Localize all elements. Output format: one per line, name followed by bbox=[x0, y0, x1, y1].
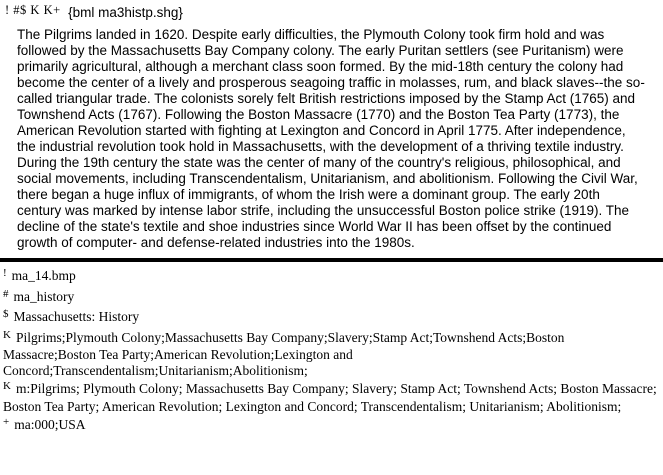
footnote-row-build-tag bbox=[3, 268, 658, 286]
footnote-row-multikey bbox=[3, 381, 658, 414]
section-divider bbox=[0, 258, 663, 262]
footnote-row-keywords bbox=[3, 330, 658, 379]
footnote-text: Pilgrims;Plymouth Colony;Massachusetts Bay Company;Slavery;Stamp Act;Townshend Acts;Boston Massacre;Boston Tea Party;American Revolution;Lexington and Concord;Transcendentalism;Unitarianism;Abolitionism; bbox=[3, 329, 565, 378]
footnote-marker-row: ! #$ K K+ bbox=[5, 3, 61, 17]
footnote-marker: + bbox=[3, 416, 10, 428]
footnote-marker: K bbox=[3, 380, 11, 392]
footnote-text: ma_history bbox=[13, 288, 75, 304]
footnote-marker: # bbox=[3, 287, 9, 300]
footnote-row-title bbox=[3, 309, 658, 327]
footnote-text: ma:000;USA bbox=[14, 417, 86, 432]
footnote-text: Massachusetts: History bbox=[13, 309, 140, 324]
footnote-marker: $ bbox=[3, 308, 9, 320]
topic-header-line bbox=[0, 0, 663, 20]
footnote-marker: K bbox=[3, 328, 11, 341]
footnote-row-context-string bbox=[3, 289, 658, 307]
footnote-row-browse-sequence bbox=[3, 417, 658, 435]
bml-graphic-reference: {bml ma3histp.shg} bbox=[68, 5, 183, 20]
footnote-section bbox=[3, 268, 658, 435]
footnote-text: ma_14.bmp bbox=[11, 268, 76, 283]
footnote-text: m:Pilgrims; Plymouth Colony; Massachusetts Bay Company; Slavery; Stamp Act; Townshend Acts; Boston Massacre; Boston Tea Party; American Revolution; Lexington and Concord; Transcendentalism; Unitarianism; Abolitionism; bbox=[3, 381, 657, 414]
topic-body-text: The Pilgrims landed in 1620. Despite early difficulties, the Plymouth Colony took firm hold and was followed by the Massachusetts Bay Company colony. The early Puritan settlers (see Puritanism) were primarily agricultural, although a merchant class soon formed. By the mid-18th century the colony had become the center of a lively and prosperous seagoing traffic in molasses, rum, and black slaves--the so-called triangular trade. The colonists sorely felt British restrictions imposed by the Stamp Act (1765) and Townshend Acts (1767). Following the Boston Massacre (1770) and the Boston Tea Party (1773), the American Revolution started with fighting at Lexington and Concord in April 1775. After independence, the industrial revolution took hold in Massachusetts, with the development of a thriving textile industry. During the 19th century the state was the center of many of the country's religious, philosophical, and social movements, including Transcendentalism, Unitarianism, and abolitionism. Following the Civil War, there began a huge influx of immigrants, of whom the Irish were a dominant group. The early 20th century was marked by intense labor strife, including the unsuccessful Boston police strike (1919). The decline of the state's textile and shoe industries since World War II has been offset by the continued growth of computer- and defense-related industries into the 1980s. bbox=[17, 27, 645, 250]
footnote-marker: ! bbox=[3, 267, 7, 279]
